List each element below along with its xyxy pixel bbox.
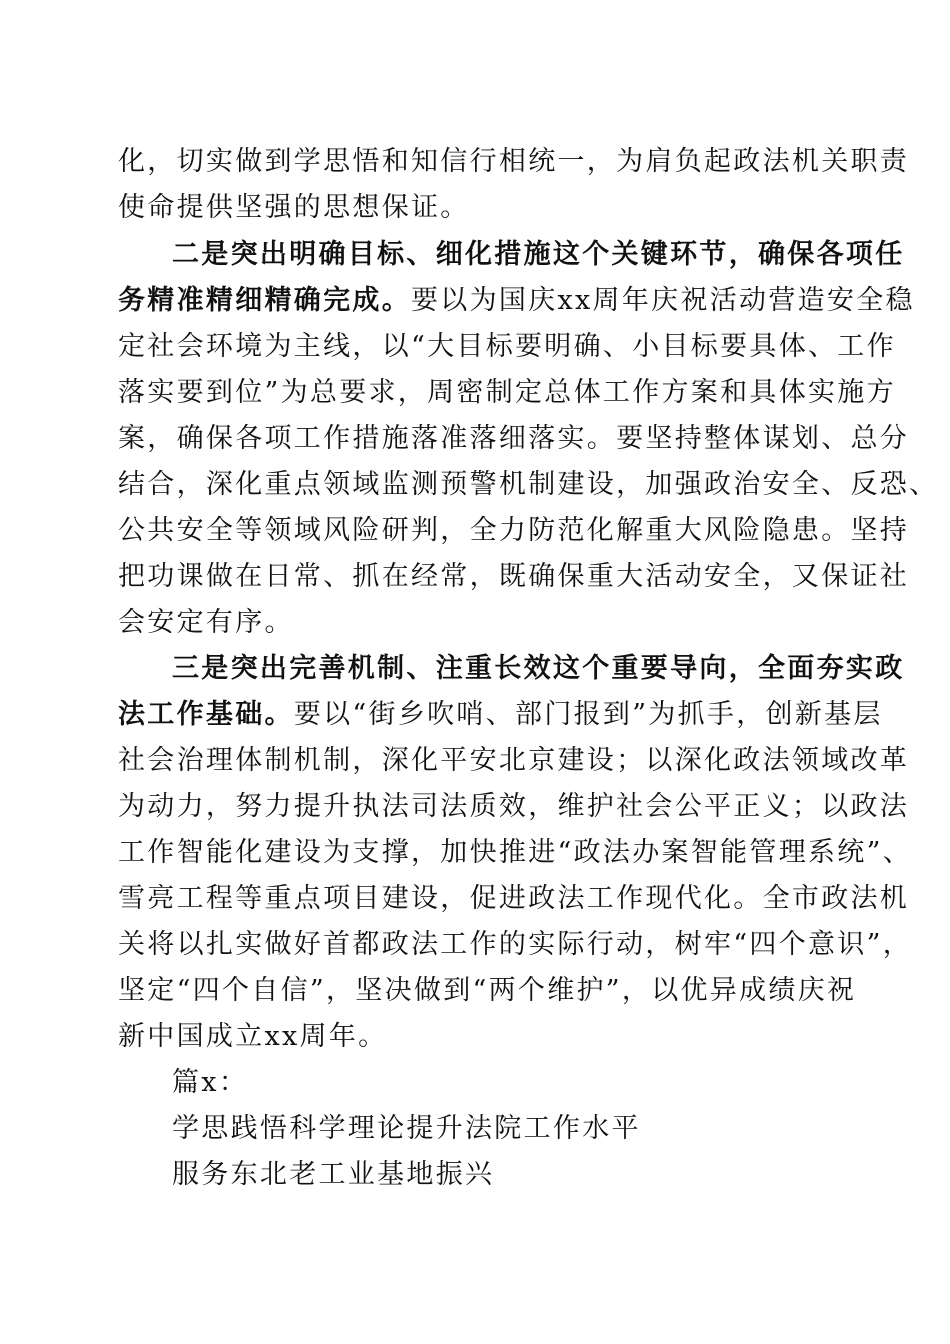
section-label: 篇x： — [172, 1067, 249, 1098]
text-line — [118, 278, 915, 324]
paragraph-text: 要以“街乡吹哨、部门报到”为抓手，创新基层 — [293, 699, 883, 730]
text-line: 定社会环境为主线，以“大目标要明确、小目标要具体、工作 — [118, 331, 896, 362]
text-line: 会安定有序。 — [118, 607, 294, 638]
text-line: 使命提供坚强的思想保证。 — [118, 192, 470, 223]
text-line: 工作智能化建设为支撑，加快推进“政法办案智能管理系统”、 — [118, 837, 913, 868]
text-line: 关将以扎实做好首都政法工作的实际行动，树牢“四个意识”， — [118, 929, 913, 960]
paragraph-heading-continued: 务精准精细精确完成。 — [118, 285, 411, 316]
article-title-line: 服务东北老工业基地振兴 — [172, 1159, 495, 1190]
paragraph-text: 要以为国庆xx周年庆祝活动营造安全稳 — [411, 285, 915, 316]
text-line: 新中国成立xx周年。 — [118, 1021, 388, 1052]
paragraph-heading: 三是突出完善机制、注重长效这个重要导向，全面夯实政 — [172, 653, 905, 684]
text-line: 结合，深化重点领域监测预警机制建设，加强政治安全、反恐、 — [118, 469, 939, 500]
text-line: 雪亮工程等重点项目建设，促进政法工作现代化。全市政法机 — [118, 883, 910, 914]
paragraph-heading: 二是突出明确目标、细化措施这个关键环节，确保各项任 — [172, 239, 905, 270]
paragraph-heading-continued: 法工作基础。 — [118, 699, 294, 730]
text-line: 化，切实做到学思悟和知信行相统一，为肩负起政法机关职责 — [118, 146, 910, 177]
text-line: 落实要到位”为总要求，周密制定总体工作方案和具体实施方 — [118, 377, 896, 408]
text-line: 案，确保各项工作措施落准落细落实。要坚持整体谋划、总分 — [118, 423, 910, 454]
article-title-line: 学思践悟科学理论提升法院工作水平 — [172, 1113, 641, 1144]
text-line: 社会治理体制机制，深化平安北京建设；以深化政法领域改革 — [118, 745, 910, 776]
text-line: 公共安全等领域风险研判，全力防范化解重大风险隐患。坚持 — [118, 515, 910, 546]
text-line: 把功课做在日常、抓在经常，既确保重大活动安全，又保证社 — [118, 561, 910, 592]
text-line: 坚定“四个自信”，坚决做到“两个维护”，以优异成绩庆祝 — [118, 975, 857, 1006]
text-line — [118, 692, 883, 738]
text-line: 为动力，努力提升执法司法质效，维护社会公平正义；以政法 — [118, 791, 910, 822]
